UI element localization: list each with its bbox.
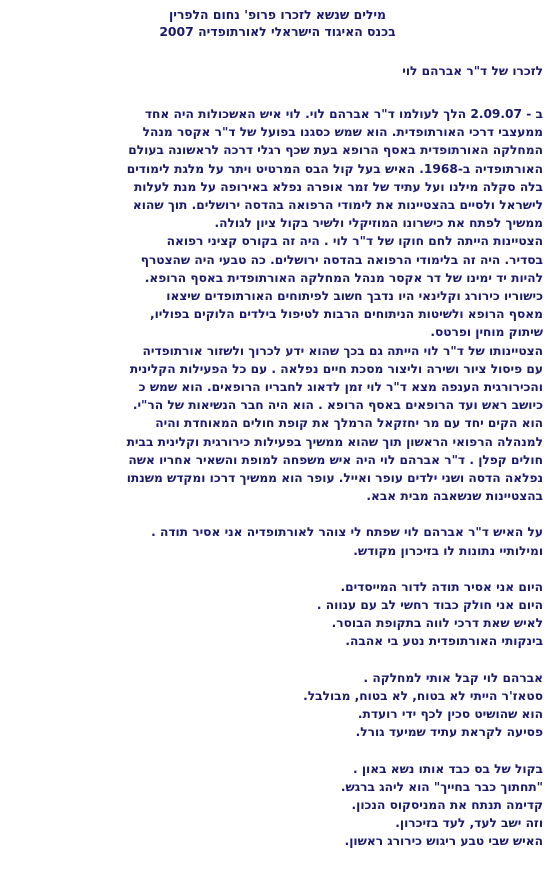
poem-stanza-1 (12, 578, 543, 651)
text-line: ממשיך לפתח את כישרונו המוזיקלי ולשיר בקול ציון לגולה. (214, 216, 543, 231)
poem-line: לאיש שאת דרכי לווה בתקופת הבוסר. (331, 616, 543, 631)
text-line: בלה סקלה מילנו ועל עתיד של זמר אופרה נפלא באירופה על מנת לעלות (133, 179, 543, 194)
poem-line: היום אני אסיר תודה לדור המייסדים. (340, 579, 543, 594)
text-line: להיות יד ימינו של דר אקסר מנהל המחלקה האורתופדית באסף הרופא. (144, 270, 543, 285)
text-line: לישראל ולסיים בהצטיינות את לימודי הרפואה בהדסה ירושלים. תוך שהוא (132, 198, 543, 213)
poem-line: בינקותי האורתופדית נטע בי אהבה. (345, 634, 543, 649)
paragraph-4 (12, 523, 543, 559)
poem-line: הוא שהושיט סכין לכף ידי רועדת. (357, 707, 543, 722)
text-line: בסדיר. היה זה בלימודי הרפואה בהדסה ירושלים. כה טבעי היה שהצטרף (140, 252, 543, 267)
text-line: כיושב ראש ועד הרופאים באסף הרופא . הוא היה חבר הנשיאות של הר"י. (132, 398, 543, 413)
poem-stanza-3 (12, 760, 543, 851)
poem-line: בקול של בס כבד אותו נשא באון . (352, 761, 543, 776)
document-title (12, 6, 543, 40)
spacer (12, 742, 543, 760)
paragraph-2 (12, 232, 543, 341)
spacer (12, 651, 543, 669)
text-line: הוא הקים יחד עם מר יחזקאל הרמלך את קופת חולים המאוחדת והיה (155, 416, 543, 431)
text-line: בהצטיינות שנשאבה מבית אבא. (366, 489, 543, 504)
poem-line: האיש שבי טבע ריגוש כירורג ראשון. (344, 834, 543, 849)
text-line: המחלקה האורתופדית באסף הרופא בעת שכף רגלי דרכה לראשונה בעולם (128, 143, 543, 158)
text-line: ב - 2.09.07 הלך לעולמו ד"ר אברהם לוי. לוי איש האשכולות היה אחד (144, 107, 543, 121)
text-line: על האיש ד"ר אברהם לוי שפתח לי צוהר לאורתופדיה אני אסיר תודה . (151, 525, 543, 540)
text-line: מאסף הרופא ולשיטות הניתוחים הרבות לטיפול בילדים הלוקים בפוליו, (149, 307, 543, 322)
paragraph-1 (12, 105, 543, 232)
text-line: והכירורגית הענפה מצא ד"ר לוי זמן לדאוג לחבריו הרופאים. הוא שמש כ (138, 380, 543, 395)
text-line: שיתוק מוחין ופרטס. (430, 325, 543, 340)
poem-line: וזה ישב לעד, לעד בזיכרון. (395, 816, 543, 831)
text-line: ומילותיי נתונות לו בזיכרון מקודש. (353, 543, 543, 558)
text-line: האורתופדיה ב-1968. האיש בעל קול הבס המרטיט ויתר על מלגת לימודים (126, 161, 543, 176)
poem-line: אברהם לוי קבל אותי למחלקה . (363, 670, 543, 685)
title-line-2: בכנס האיגוד הישראלי לאורתופדיה 2007 (159, 24, 396, 39)
poem-line: פסיעה לקראת עתיד שמיעד גורל. (355, 725, 543, 740)
paragraph-3 (12, 342, 543, 506)
poem-line: היום אני חולק כבוד רחשי לב עם ענווה . (316, 598, 543, 613)
title-line-1: מילים שנשא לזכרו פרופ' נחום הלפרין (169, 7, 386, 22)
poem-line: סטאז'ר הייתי לא בטוח, לא בטוח, מבולבל. (303, 688, 543, 703)
text-line: נפלאה הדסה ושני ילדים עופר ואייל. עופר הוא ממשיך דרכו ומקדש משנתו (126, 471, 543, 486)
text-line: חולים קפלן . ד"ר אברהם לוי היה איש משפחה למופת והשאיר אחריו אשה (128, 452, 543, 467)
poem-line: קדימה תנתח את המניסקוס הנכון. (351, 797, 543, 812)
text-line: עם פיסול ציור ושירה וליצור מסכת חיים נפלאה . עם כל הפעילות הקלינית (129, 361, 543, 376)
poem-stanza-2 (12, 669, 543, 742)
spacer (12, 560, 543, 578)
poem-line: "תחתוך כבר בחייך" הוא ליהג ברגש. (340, 779, 543, 794)
spacer (12, 505, 543, 523)
document-subtitle: לזכרו של ד"ר אברהם לוי (402, 64, 543, 78)
text-line: כישוריו כירורג וקלינאי היו נדבך חשוב לפיתוחים האורתופדים שיצאו (166, 289, 543, 304)
text-line: הצטיינותו של ד"ר לוי הייתה גם בכך שהוא ידע לכרוך ולשזור אורתופדיה (142, 343, 543, 358)
text-line: למנהלה הרפואי הראשון תוך שהוא ממשיך בפעילות כירורגית וקלינית בבית (126, 434, 543, 449)
text-line: ממעצבי דרכי האורתופדית. הוא שמש כסגנו בפועל של ד"ר אקסר מנהל (142, 125, 543, 140)
text-line: הצטיינות הייתה לחם חוקו של ד"ר לוי . היה זה בקורס קציני רפואה (166, 234, 543, 249)
